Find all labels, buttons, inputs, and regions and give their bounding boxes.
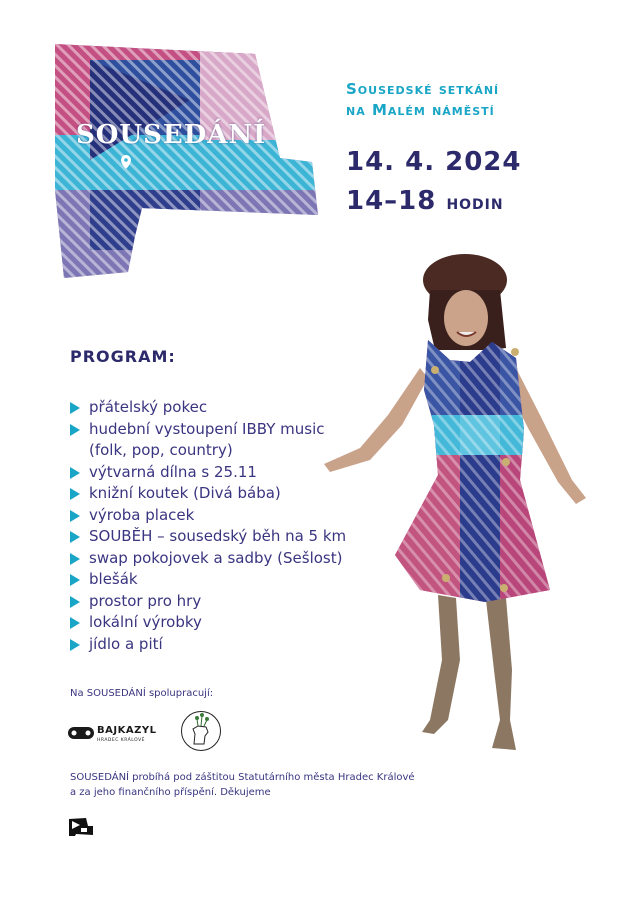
bajkazyl-name: BAJKAZYL <box>97 725 157 736</box>
arrow-right-icon <box>70 402 80 414</box>
bajkazyl-logo <box>68 722 158 752</box>
program-item: výtvarná dílna s 25.11 <box>68 462 398 484</box>
program-item: hudební vystoupení IBBY music <box>68 419 398 441</box>
sousedani-flag-logo <box>50 40 320 280</box>
arrow-right-icon <box>70 639 80 651</box>
fist-flower-icon <box>180 710 222 752</box>
event-subtitle-line1: Sousedské setkání <box>346 80 500 98</box>
arrow-right-icon <box>70 617 80 629</box>
program-item-continuation: (folk, pop, country) <box>89 441 233 459</box>
arrow-right-icon <box>70 531 80 543</box>
arrow-right-icon <box>70 553 80 565</box>
dancing-woman-collage <box>310 250 610 770</box>
event-time-hours: 14–18 <box>346 186 437 216</box>
arrow-right-icon <box>70 596 80 608</box>
arrow-right-icon <box>70 424 80 436</box>
footer-text <box>70 770 470 800</box>
footer-line1: SOUSEDÁNÍ probíhá pod záštitou Statutárního města Hradec Králové <box>70 772 415 783</box>
bike-chain-icon <box>68 727 94 739</box>
program-item: prostor pro hry <box>68 591 398 613</box>
arrow-right-icon <box>70 574 80 586</box>
program-item: SOUBĚH – sousedský běh na 5 km <box>68 526 398 548</box>
arrow-right-icon <box>70 467 80 479</box>
logo-title: SOUSEDÁNÍ <box>76 120 267 150</box>
program-item: jídlo a pití <box>68 634 398 656</box>
program-item: blešák <box>68 569 398 591</box>
bajkazyl-city: HRADEC KRÁLOVÉ <box>97 738 145 743</box>
program-item: knižní koutek (Divá bába) <box>68 483 398 505</box>
program-item: lokální výrobky <box>68 612 398 634</box>
program-item: swap pokojovek a sadby (Sešlost) <box>68 548 398 570</box>
event-subtitle-line2: na Malém náměstí <box>346 101 495 119</box>
program-item: výroba placek <box>68 505 398 527</box>
event-time <box>346 186 626 216</box>
event-date: 14. 4. 2024 <box>346 147 522 177</box>
event-time-word: hodin <box>446 190 504 214</box>
partners-label: Na SOUSEDÁNÍ spolupracují: <box>70 688 214 699</box>
footer-line2: a za jeho finančního příspění. Děkujeme <box>70 787 271 798</box>
program-heading: PROGRAM: <box>70 347 176 366</box>
city-flag-logo-icon <box>68 817 94 837</box>
arrow-right-icon <box>70 510 80 522</box>
arrow-right-icon <box>70 488 80 500</box>
program-item: přátelský pokec <box>68 397 398 419</box>
